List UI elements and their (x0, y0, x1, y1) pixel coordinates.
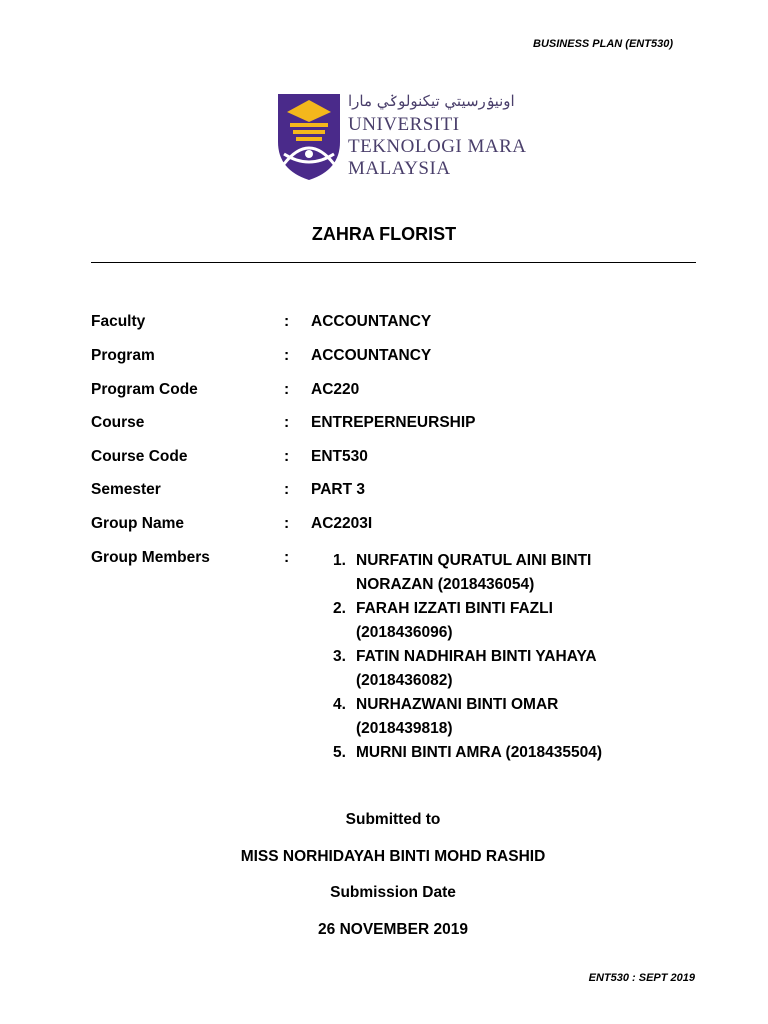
info-colon: : (284, 515, 290, 532)
list-item (333, 693, 673, 741)
info-label: Program Code (91, 381, 198, 398)
info-row-semester (91, 481, 701, 505)
info-row-group-name (91, 515, 701, 539)
info-label: Course (91, 414, 145, 431)
member-line: (2018436082) (356, 672, 453, 689)
running-footer: ENT530 : SEPT 2019 (588, 972, 695, 984)
list-item-number: 4. (333, 696, 346, 713)
member-line: (2018439818) (356, 720, 453, 737)
info-row-program (91, 347, 701, 371)
uitm-crest-icon (276, 92, 342, 182)
info-colon: : (284, 347, 290, 364)
info-value: ENTREPERNEURSHIP (311, 414, 476, 431)
logo-line-malaysia: MALAYSIA (348, 158, 451, 179)
info-label: Group Name (91, 515, 185, 532)
submission-date: 26 NOVEMBER 2019 (318, 921, 468, 938)
list-item-number: 1. (333, 552, 346, 569)
document-title: ZAHRA FLORIST (311, 224, 457, 244)
logo-line-teknologi-mara: TEKNOLOGI MARA (348, 136, 527, 157)
info-colon: : (284, 313, 290, 330)
member-line: FATIN NADHIRAH BINTI YAHAYA (356, 648, 597, 665)
member-line: (2018436096) (356, 624, 453, 641)
info-value: PART 3 (311, 481, 365, 498)
list-item (333, 549, 673, 597)
list-item (333, 741, 673, 765)
list-item-number: 2. (333, 600, 346, 617)
list-item (333, 645, 673, 693)
info-colon: : (284, 549, 290, 566)
info-label: Semester (91, 481, 161, 498)
list-item-number: 3. (333, 648, 346, 665)
list-item (333, 597, 673, 645)
uitm-logo (276, 92, 527, 182)
info-colon: : (284, 448, 290, 465)
member-line: NURFATIN QURATUL AINI BINTI (356, 552, 592, 569)
info-row-course-code (91, 448, 701, 472)
info-value: ACCOUNTANCY (311, 347, 432, 364)
group-members-list (333, 549, 673, 765)
list-item-number: 5. (333, 744, 346, 761)
info-colon: : (284, 481, 290, 498)
submitted-to-label: Submitted to (345, 811, 441, 828)
member-line: NURHAZWANI BINTI OMAR (356, 696, 559, 713)
lecturer-name: MISS NORHIDAYAH BINTI MOHD RASHID (240, 848, 546, 865)
info-row-course (91, 414, 701, 438)
info-value: ENT530 (311, 448, 368, 465)
info-value: AC220 (311, 381, 360, 398)
member-line: FARAH IZZATI BINTI FAZLI (356, 600, 553, 617)
info-value: AC2203I (311, 515, 373, 532)
info-label: Course Code (91, 448, 188, 465)
info-label: Program (91, 347, 155, 364)
member-line: NORAZAN (2018436054) (356, 576, 535, 593)
info-label: Faculty (91, 313, 146, 330)
member-line: MURNI BINTI AMRA (2018435504) (356, 744, 603, 761)
submission-date-label: Submission Date (330, 884, 456, 901)
info-row-faculty (91, 313, 701, 337)
info-colon: : (284, 414, 290, 431)
logo-line-universiti: UNIVERSITI (348, 114, 460, 135)
logo-jawi-text: اونيۏرسيتي تيكنولوݢي مارا (348, 92, 515, 110)
info-label: Group Members (91, 549, 210, 566)
info-colon: : (284, 381, 290, 398)
title-divider (91, 262, 696, 263)
running-header: BUSINESS PLAN (ENT530) (533, 38, 673, 50)
info-row-program-code (91, 381, 701, 405)
info-value: ACCOUNTANCY (311, 313, 432, 330)
